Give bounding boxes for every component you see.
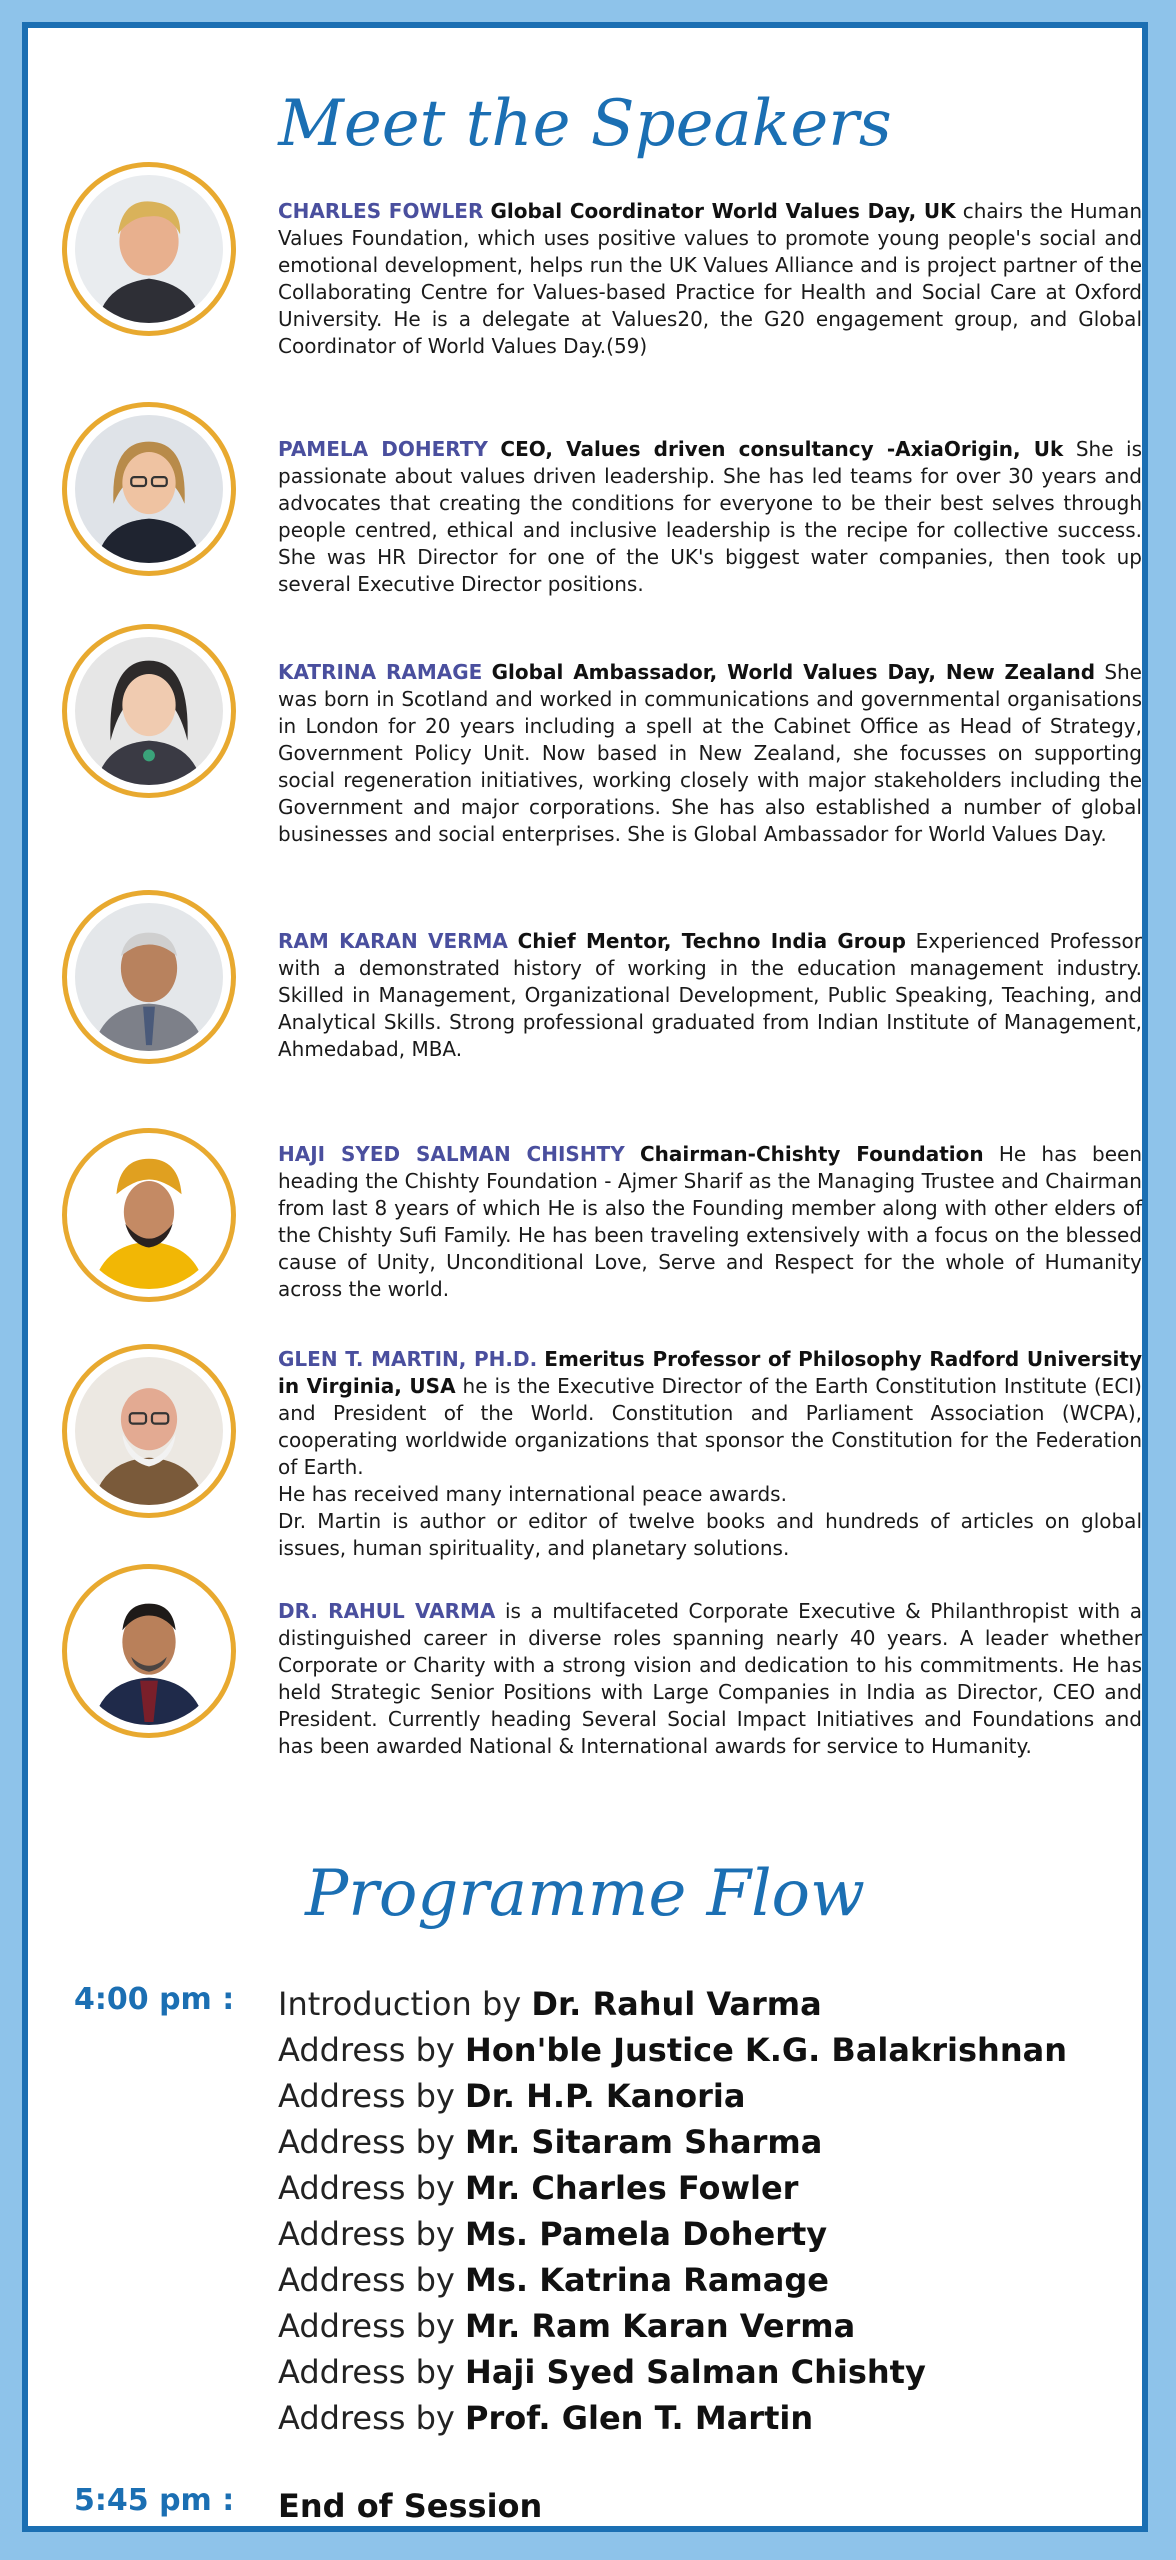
speaker-name: PAMELA DOHERTY — [278, 437, 488, 461]
speaker-photo — [62, 402, 236, 576]
speaker-name: HAJI SYED SALMAN CHISHTY — [278, 1142, 625, 1166]
speaker-portrait-icon — [75, 1141, 223, 1289]
speaker-portrait-icon — [75, 415, 223, 563]
programme-item: Address by Ms. Pamela Doherty — [278, 2215, 828, 2253]
programme-item: Address by Haji Syed Salman Chishty — [278, 2353, 926, 2391]
programme-item: Introduction by Dr. Rahul Varma — [278, 1985, 822, 2023]
programme-list — [278, 1981, 1067, 2441]
speaker-role: Emeritus Professor of Philosophy Radford University in Virginia, USA — [278, 1347, 1143, 1398]
programme-item: Address by Dr. H.P. Kanoria — [278, 2077, 746, 2115]
speaker-name: KATRINA RAMAGE — [278, 660, 483, 684]
speaker-bio-text: She was born in Scotland and worked in communications and governmental organisations in London for 20 years including a spell at the Cabinet Office as Head of Strategy, Government Policy Unit. Now based in New Zealand, she focusses on supporting social regeneration initiatives, working closely with major stakeholders including the Government and major corporations. She has also established a number of global businesses and social enterprises. She is Global Ambassador for World Values Day. — [278, 660, 1142, 846]
speaker-bio — [278, 1598, 1142, 1760]
programme-item: Address by Hon'ble Justice K.G. Balakrishnan — [278, 2031, 1067, 2069]
speaker-bio-text: Dr. Martin is author or editor of twelve books and hundreds of articles on global issues, human spirituality, and planetary solutions. — [278, 1509, 1142, 1560]
speaker-name: GLEN T. MARTIN, PH.D. — [278, 1347, 538, 1371]
speaker-bio-text: Experienced Professor with a demonstrated history of working in the education management industry. Skilled in Management, Organizational Development, Public Speaking, Teaching, and Analytical Skills. Strong professional graduated from Indian Institute of Management, Ahmedabad, MBA. — [278, 929, 1142, 1061]
speaker-bio — [278, 659, 1142, 848]
speaker-bio — [278, 436, 1142, 598]
speaker-bio-text: She is passionate about values driven leadership. She has led teams for over 30 years and advocates that creating the conditions for everyone to be their best selves through people centred, ethical and inclusive leadership is the recipe for collective success. She was HR Director for one of the UK's biggest water companies, then took up several Executive Director positions. — [278, 437, 1143, 596]
speaker-bio — [278, 198, 1142, 360]
speaker-photo — [62, 890, 236, 1064]
speaker-bio — [278, 1346, 1142, 1562]
speaker-bio-text: He has been heading the Chishty Foundation - Ajmer Sharif as the Managing Trustee and Chairman from last 8 years of which He is also the Founding member along with other elders of the Chishty Sufi Family. He has been traveling extensively with a focus on the blessed cause of Unity, Unconditional Love, Serve and Respect for the whole of Humanity across the world. — [278, 1142, 1143, 1301]
speaker-bio-text: he is the Executive Director of the Earth Constitution Institute (ECI) and President of the World. Constitution and Parliament Association (WCPA), cooperating worldwide organizations that sponsor the Constitution for the Federation of Earth. — [278, 1374, 1142, 1479]
speaker-name: CHARLES FOWLER — [278, 199, 484, 223]
end-of-session: End of Session — [278, 2487, 543, 2525]
speaker-bio — [278, 1141, 1142, 1303]
speaker-portrait-icon — [75, 903, 223, 1051]
speaker-bio-text: chairs the Human Values Foundation, which uses positive values to promote young people's social and emotional development, helps run the UK Values Alliance and is project partner of the Collaborating Centre for Values-based Practice for Health and Social Care at Oxford University. He is a delegate at Values20, the G20 engagement group, and Global Coordinator of World Values Day.(59) — [278, 199, 1143, 358]
speaker-photo — [62, 624, 236, 798]
speaker-photo — [62, 1128, 236, 1302]
speaker-portrait-icon — [75, 637, 223, 785]
programme-item: Address by Mr. Ram Karan Verma — [278, 2307, 856, 2345]
speaker-portrait-icon — [75, 1357, 223, 1505]
speaker-role: Chief Mentor, Techno India Group — [517, 929, 906, 953]
programme-heading: Programme Flow — [305, 1857, 865, 1931]
speaker-name: DR. RAHUL VARMA — [278, 1599, 496, 1623]
programme-item: Address by Mr. Sitaram Sharma — [278, 2123, 823, 2161]
speakers-heading: Meet the Speakers — [278, 87, 892, 161]
poster-frame — [22, 22, 1148, 2532]
speaker-role: Chairman-Chishty Foundation — [639, 1142, 984, 1166]
speaker-bio-text: is a multifaceted Corporate Executive & Philanthropist with a distinguished career in diverse roles spanning nearly 40 years. A leader whether Corporate or Charity with a strong vision and dedication to his commitments. He has held Strategic Senior Positions with Large Companies in India as Director, CEO and President. Currently heading Several Social Impact Initiatives and Foundations and has been awarded National & International awards for service to Humanity. — [278, 1599, 1142, 1758]
speaker-role: Global Coordinator World Values Day, UK — [490, 199, 956, 223]
speaker-role: Global Ambassador, World Values Day, New Zealand — [491, 660, 1096, 684]
speaker-bio — [278, 928, 1142, 1063]
speaker-role: CEO, Values driven consultancy -AxiaOrigin, Uk — [500, 437, 1064, 461]
programme-item: Address by Ms. Katrina Ramage — [278, 2261, 829, 2299]
speaker-photo — [62, 1344, 236, 1518]
speaker-portrait-icon — [75, 175, 223, 323]
start-time: 4:00 pm : — [74, 1982, 235, 2017]
programme-item: Address by Mr. Charles Fowler — [278, 2169, 799, 2207]
end-time: 5:45 pm : — [74, 2483, 235, 2518]
speaker-bio-text: He has received many international peace awards. — [278, 1482, 787, 1506]
programme-item: Address by Prof. Glen T. Martin — [278, 2399, 814, 2437]
speaker-photo — [62, 162, 236, 336]
speaker-portrait-icon — [75, 1577, 223, 1725]
speaker-photo — [62, 1564, 236, 1738]
speaker-name: RAM KARAN VERMA — [278, 929, 508, 953]
